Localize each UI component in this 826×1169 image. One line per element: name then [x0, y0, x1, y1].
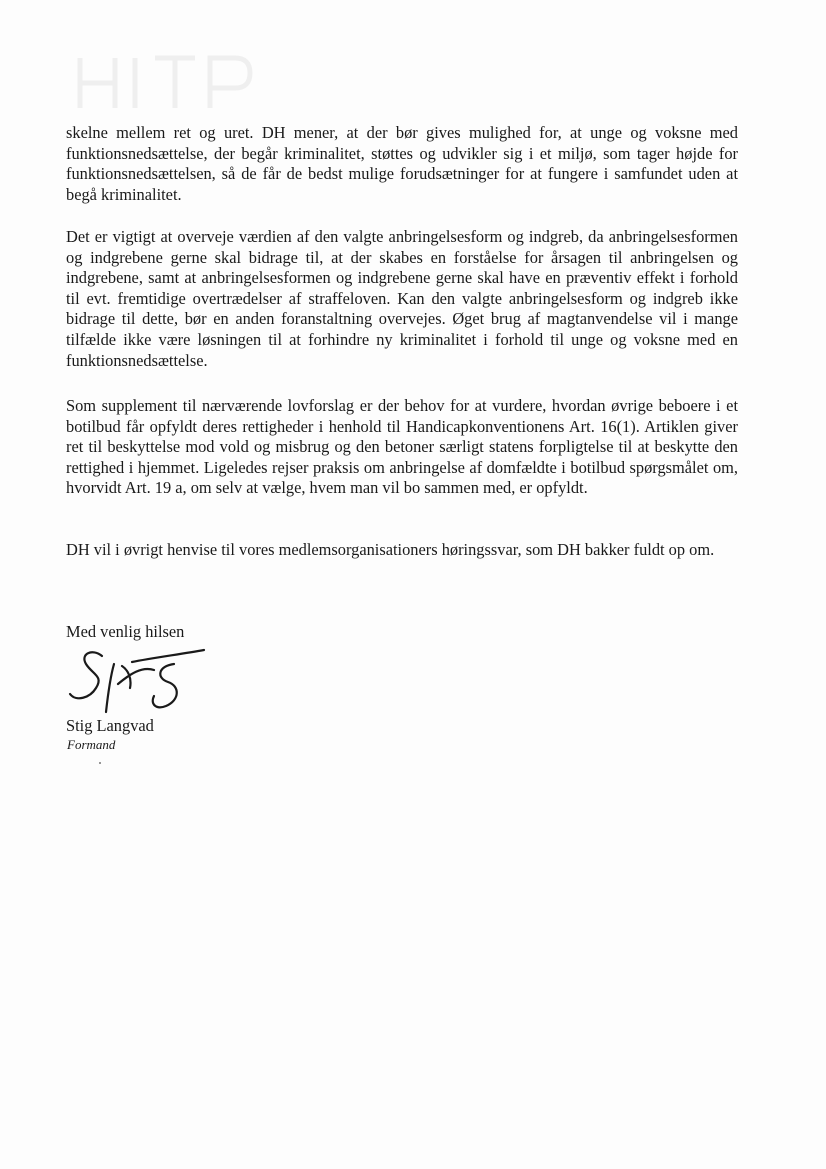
closing-salutation: Med venlig hilsen [66, 622, 185, 641]
letter-paragraph-4 [66, 540, 738, 561]
scan-speck [99, 762, 101, 764]
letter-paragraph-1 [66, 123, 738, 205]
handwritten-signature [62, 644, 212, 720]
paragraph-text: Det er vigtigt at overveje værdien af den valgte anbringelsesform og indgreb, da anbringelsesformen og indgrebene gerne skal bidrage til, at der skabes en forståelse for årsagen til anbringelsen og indgrebene, samt at anbringelsesformen og indgrebene gerne skal have en præventiv effekt i forhold til evt. fremtidige overtrædelser af straffeloven. Kan den valgte anbringelsesform og indgreb ikke bidrage til dette, bør en anden foranstaltning overvejes. Øget brug af magtanvendelse vil i mange tilfælde ikke være løsningen til at forhindre ny kriminalitet i forhold til unge og voksne med en funktionsnedsættelse. [66, 227, 738, 370]
paragraph-text: skelne mellem ret og uret. DH mener, at der bør gives mulighed for, at unge og voksne med funktionsnedsættelse, der begår kriminalitet, støttes og udvikler sig i et miljø, som tager højde for funktionsnedsættelsen, så de får de bedst mulige forudsætninger for at fungere i samfundet uden at begå kriminalitet. [66, 123, 738, 204]
letter-paragraph-3 [66, 396, 738, 499]
faint-letterhead-watermark [70, 48, 260, 118]
paragraph-text: Som supplement til nærværende lovforslag er der behov for at vurdere, hvordan øvrige beboere i et botilbud får opfyldt deres rettigheder i henhold til Handicapkonventionens Art. 16(1). Artiklen giver ret til beskyttelse mod vold og misbrug og den betoner særligt statens forpligtelse til at beskytte den rettighed i hjemmet. Ligeledes rejser praksis om anbringelse af domfældte i botilbud spørgsmålet om, hvorvidt Art. 19 a, om selv at vælge, hvem man vil bo sammen med, er opfyldt. [66, 396, 738, 498]
signer-title: Formand [67, 737, 116, 752]
paragraph-text: DH vil i øvrigt henvise til vores medlemsorganisationers høringssvar, som DH bakker fuldt op om. [66, 540, 715, 559]
signer-name: Stig Langvad [66, 716, 154, 735]
letter-paragraph-2 [66, 227, 738, 371]
